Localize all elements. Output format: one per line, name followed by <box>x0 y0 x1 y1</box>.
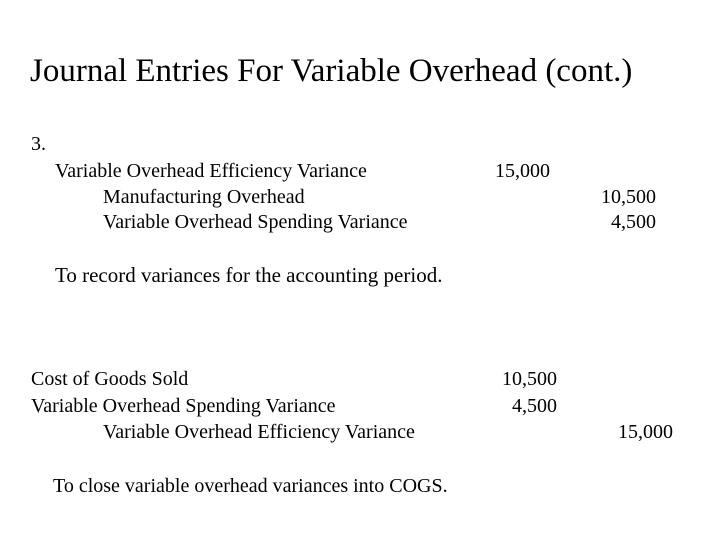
debit-amount-efficiency-variance: 15,000 <box>495 160 550 182</box>
debit-account-cost-of-goods-sold: Cost of Goods Sold <box>31 368 189 390</box>
closing-entry-note: To close variable overhead variances into COGS. <box>53 475 448 497</box>
credit-amount-manufacturing-overhead: 10,500 <box>601 186 656 208</box>
credit-amount-efficiency-variance: 15,000 <box>618 421 673 443</box>
debit-account-spending-variance: Variable Overhead Spending Variance <box>31 395 336 417</box>
credit-account-manufacturing-overhead: Manufacturing Overhead <box>103 186 305 208</box>
debit-amount-cost-of-goods-sold: 10,500 <box>502 368 557 390</box>
debit-amount-spending-variance: 4,500 <box>512 395 557 417</box>
credit-amount-spending-variance: 4,500 <box>611 211 656 233</box>
entry-number: 3. <box>31 133 46 155</box>
credit-account-spending-variance: Variable Overhead Spending Variance <box>103 211 408 233</box>
debit-account-efficiency-variance: Variable Overhead Efficiency Variance <box>55 160 367 182</box>
slide-title: Journal Entries For Variable Overhead (cont.) <box>30 53 633 89</box>
credit-account-efficiency-variance: Variable Overhead Efficiency Variance <box>103 421 415 443</box>
entry-note: To record variances for the accounting period. <box>55 263 443 287</box>
